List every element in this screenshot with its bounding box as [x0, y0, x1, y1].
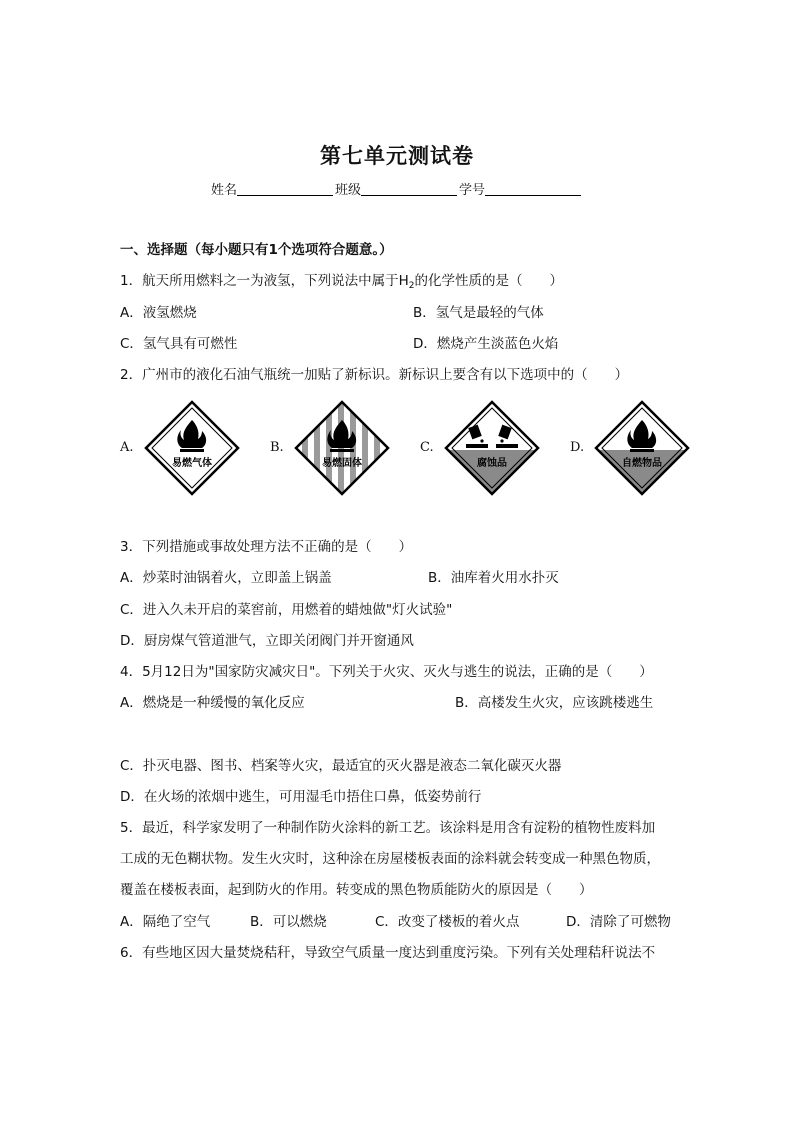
q1-option-d: D．燃烧产生淡蓝色火焰 — [413, 336, 559, 352]
q4-option-a: A．燃烧是一种缓慢的氧化反应 — [120, 695, 305, 711]
class-label: 班级 — [334, 183, 361, 198]
sign-label: 自燃物品 — [622, 458, 662, 469]
question-2-stem: 2．广州市的液化石油气瓶统一加贴了新标识。新标识上要含有以下选项中的（ ） — [120, 367, 629, 383]
q4-option-c: C．扑灭电器、图书、档案等火灾，最适宜的灭火器是液态二氧化碳灭火器 — [120, 758, 562, 774]
corrosive-icon — [444, 400, 540, 496]
section-heading: 一、选择题（每小题只有1个选项符合题意。） — [120, 242, 393, 258]
question-1-stem: 1．航天所用燃料之一为液氢，下列说法中属于$H_2$的化学性质的是（ ） — [120, 273, 563, 291]
sign-letter: D. — [570, 440, 585, 455]
q5-option-c: C．改变了楼板的着火点 — [375, 914, 520, 930]
q3-option-b: B．油库着火用水扑灭 — [428, 570, 559, 586]
q1-option-b: B．氢气是最轻的气体 — [413, 305, 544, 321]
sign-letter: A. — [120, 440, 134, 455]
sign-letter: B. — [270, 440, 284, 455]
name-label: 姓名 — [210, 183, 237, 198]
hazard-signs — [120, 398, 680, 498]
sign-label: 腐蚀品 — [477, 458, 507, 469]
q5-option-b: B．可以燃烧 — [250, 914, 327, 930]
sign-letter: C. — [420, 440, 434, 455]
q3-option-d: D．厨房煤气管道泄气，立即关闭阀门并开窗通风 — [120, 633, 414, 649]
question-5-line-2: 工成的无色糊状物。发生火灾时，这种涂在房屋楼板表面的涂料就会转变成一种黑色物质， — [120, 851, 660, 867]
hazard-sign-a — [120, 398, 260, 498]
flame-icon — [294, 400, 390, 496]
flame-icon — [144, 400, 240, 496]
page-title: 第七单元测试卷 — [320, 143, 474, 168]
q1-option-c: C．氢气具有可燃性 — [120, 336, 238, 352]
q4-option-d: D．在火场的浓烟中逃生，可用湿毛巾捂住口鼻，低姿势前行 — [120, 789, 482, 805]
q1-option-a: A．液氢燃烧 — [120, 305, 197, 321]
sign-label: 易燃气体 — [172, 458, 212, 469]
sign-label: 易燃固体 — [322, 458, 362, 469]
q5-option-d: D．清除了可燃物 — [566, 914, 671, 930]
name-blank[interactable] — [237, 181, 333, 196]
flame-icon — [594, 400, 690, 496]
q5-option-a: A．隔绝了空气 — [120, 914, 211, 930]
question-5-line-3: 覆盖在楼板表面，起到防火的作用。转变成的黑色物质能防火的原因是（ ） — [120, 882, 593, 898]
hazard-sign-d — [570, 398, 710, 498]
q4-option-b: B．高楼发生火灾，应该跳楼逃生 — [455, 695, 654, 711]
q3-option-c: C．进入久未开启的菜窖前，用燃着的蜡烛做"灯火试验" — [120, 602, 453, 618]
student-info-line — [0, 179, 794, 198]
question-6-line-1: 6．有些地区因大量焚烧秸秆，导致空气质量一度达到重度污染。下列有关处理秸秆说法不 — [120, 945, 656, 961]
question-5-line-1: 5．最近，科学家发明了一种制作防火涂料的新工艺。该涂料是用含有淀粉的植物性废料加 — [120, 820, 656, 836]
question-3-stem: 3．下列措施或事故处理方法不正确的是（ ） — [120, 539, 413, 555]
id-blank[interactable] — [485, 181, 581, 196]
id-label: 学号 — [459, 183, 486, 198]
hazard-sign-c — [420, 398, 560, 498]
q3-option-a: A．炒菜时油锅着火，立即盖上锅盖 — [120, 570, 332, 586]
question-4-stem: 4．5月12日为"国家防灾减灾日"。下列关于火灾、灭火与逃生的说法，正确的是（ ） — [120, 664, 653, 680]
hazard-sign-b — [270, 398, 410, 498]
class-blank[interactable] — [361, 181, 457, 196]
